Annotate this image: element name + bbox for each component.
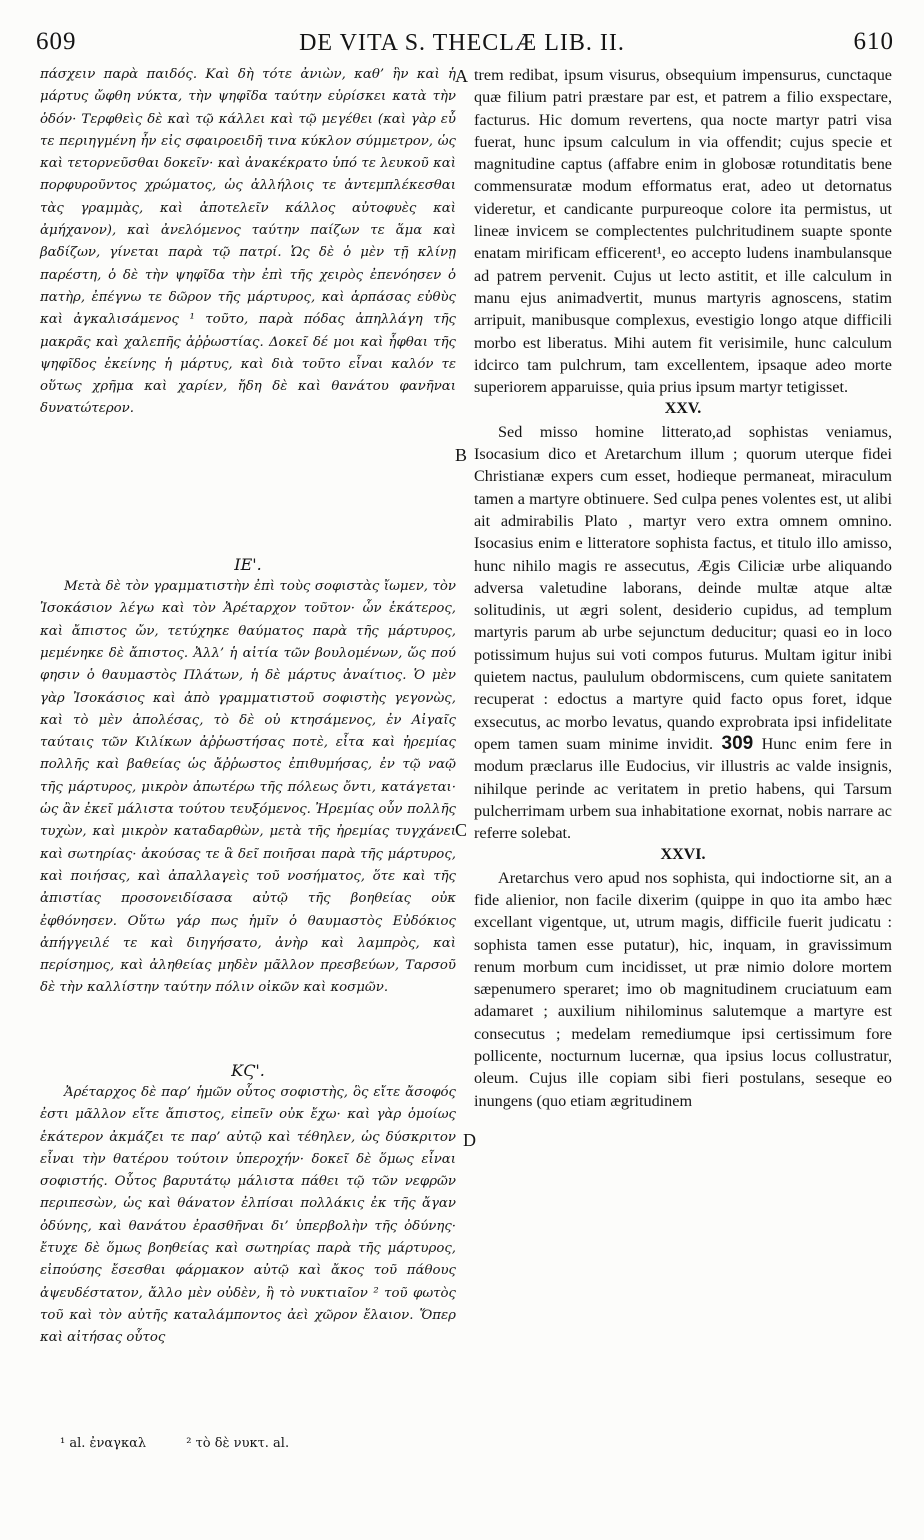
latin-paragraph-3: Aretarchus vero apud nos sophista, qui indoctiorne sit, an a fide alienior, non facile dixerim (quippe in quo ita ambo hæc excellant vigentque, ut, utrum magis, difficile fuerit judicatu : sophista tamen esse putatur), hic, inquam, in gravissimum renum morbum cum incidisset, ut præ nimio dolore mortem sæpenumero speraret; imo ob magnitudinem cruciatuum eam adamaret ; auxilium nihilominus salutemque a martyre est consecutus ; medelam remediumque ipsi certissimum fore pollicente, nocturnum lucernæ, qua ipsius locus collustratur, oleum. Cujus ille copiam sibi fieri postulans, seseque eo inungens (quo etiam ægritudinem: [474, 868, 892, 1110]
greek-section-heading-15: ΙΕ'.: [234, 554, 262, 574]
latin-column: [474, 64, 892, 1112]
footnote-2: ² τὸ δὲ νυκτ. al.: [186, 1436, 290, 1451]
page-number-right: 610: [853, 28, 894, 55]
greek-column: [40, 64, 456, 1350]
margin-letter-c: C: [455, 820, 468, 840]
latin-paragraph-2: [474, 421, 892, 845]
latin-paragraph-2-text: Sed misso homine litterato,ad sophistas veniamus, Isocasium dico et Aretarchum illum ; quorum uterque fidei Christianæ expers cum esset, hodieque permaneat, miraculum tamen a martyre obtinuere. Sed culpa penes volentes est, ut alibi ait admirabilis Plato , martyr vero extra omnem omnino. Isocasius enim e litteratore sophista factus, et titulo illo amisso, hunc nihilo magis re assecutus, Ægis Ciliciæ urbe aliquando adversa valetudine laborans, deinde multæ atque altæ solitudinis, ut ægri solent, desiderio cupidus, ad templum martyris parum ab urbe sejunctum deducitur; quasi eo in loco potissimum hujus sui voti compos futurus. Multam igitur inibi quietem nactus, paululum obdormiscens, cum quiete sanitatem recuperat : edoctus a martyre quid facto opus foret, idque exsecutus, ac morbo levatus, quando exprobrata ipsi infidelitate opem tamen suam minime invidit.: [474, 422, 892, 753]
footnotes: [60, 1436, 325, 1451]
running-header: [0, 28, 924, 68]
margin-letter-a: A: [455, 66, 468, 86]
greek-paragraph-1: πάσχειν παρὰ παιδός. Καὶ δὴ τότε ἀνιὼν, καθ’ ἣν καὶ ἡ μάρτυς ὤφθη νύκτα, τὴν ψηφῖδα ταύτην εὑρίσκει κατὰ τὴν ὁδόν· Τερφθεὶς δὲ καὶ τῷ κάλλει καὶ τῷ μεγέθει (καὶ γὰρ εὖ τε περιηγμένη ἦν εἰς σφαιροειδῆ τινα κύκλον σύμμετρον, ὡς καὶ τετορνεῦσθαι δοκεῖν· καὶ ἀνακέκρατο ὑπό τε λευκοῦ καὶ πορφυροῦντος χρώματος, ὡς ἀλλήλοις τε ἀντεμπλέκεσθαι τὰς γραμμὰς, καὶ ἀποτελεῖν κάλλος αὐτοφυὲς καὶ ἀμήχανον), καὶ ἀνελόμενος ταύτην παίζων τε ἅμα καὶ βαδίζων, γίνεται παρὰ τῷ πατρί. Ὡς δὲ ὁ μὲν τῇ κλίνῃ παρέστη, ὁ δὲ τὴν ψηφῖδα τὴν ἐπὶ τῆς χειρὸς ἐπενόησεν ὁ πατὴρ, ἐπέγνω τε δῶρον τῆς μάρτυρος, καὶ ἁρπάσας εὐθὺς καὶ ἀγκαλισάμενος ¹ τοῦτο, παρὰ πόδας ἀπηλλάγη τῆς μακρᾶς καὶ χαλεπῆς ἀῤῥωστίας. Δοκεῖ δέ μοι καὶ ἧφθαι τῆς ψηφῖδος ἐκείνης ἡ μάρτυς, καὶ διὰ τοῦτο εἶναι καλόν τε οὕτως χρῆμα καὶ χαρίεν, ἤδη δὲ καὶ θανάτου φανῆναι δυνατώτερον.: [40, 67, 456, 417]
greek-section-heading-26: ΚϚ'.: [231, 1060, 265, 1080]
spacer: [40, 1000, 456, 1060]
greek-paragraph-3: Ἀρέταρχος δὲ παρ’ ἡμῶν οὗτος σοφιστὴς, ὃς εἴτε ἄσοφός ἐστι μᾶλλον εἴτε ἄπιστος, εἰπεῖν οὐκ ἔχω· καὶ γὰρ ὁμοίως ἑκάτερον ἀκμάζει τε παρ’ αὐτῷ καὶ τέθηλεν, ὡς δύσκριτον εἶναι τὴν θατέρου τούτοιν ὑπεροχήν· δοκεῖ δὲ ὅμως εἶναι σοφιστής. Οὗτος βαρυτάτῳ μάλιστα πάθει τῷ τῶν νεφρῶν περιπεσὼν, ὡς καὶ θάνατον ἐλπίσαι πολλάκις ἐκ τῆς ἄγαν ὀδύνης, καὶ θανάτου ἐρασθῆναι δι’ ὑπερβολὴν τῆς ὀδύνης· ἔτυχε δὲ ὅμως βοηθείας καὶ σωτηρίας παρὰ τῆς μάρτυρος, εἰπούσης ἔσεσθαι φάρμακον αὐτῷ καὶ ἄκος τοῦ πάθους ἀψευδέστατον, ἄλλο μὲν οὐδὲν, ἢ τὸ νυκτιαῖον ² τοῦ φωτὸς τοῦ καὶ τὸν αὐτῆς καταλάμποντος ἀεὶ χῶρον ἔλαιον. Ὅπερ καὶ αἰτήσας οὗτος: [40, 1084, 456, 1346]
page-number-left: 609: [36, 28, 77, 55]
greek-paragraph-2: Μετὰ δὲ τὸν γραμματιστὴν ἐπὶ τοὺς σοφιστὰς ἴωμεν, τὸν Ἰσοκάσιον λέγω καὶ τὸν Ἀρέταρχον τοῦτον· ὧν ἑκάτερος, καὶ ἄπιστος ὤν, τετύχηκε θαύματος παρὰ τῆς μάρτυρος, μεμένηκε δὲ ἄπιστος. Ἀλλ’ ἡ αἰτία τῶν βουλομένων, ὥς πού φησιν ὁ θαυμαστὸς Πλάτων, ἡ δὲ μάρτυς ἀναίτιος. Ὁ μὲν γὰρ Ἰσοκάσιος καὶ ἀπὸ γραμματιστοῦ σοφιστὴς γεγονὼς, καὶ τὸ μὲν ἀπολέσας, τὸ δὲ οὐ κτησάμενος, ἐν Αἰγαῖς ταύταις τῶν Κιλίκων ἀῤῥωστήσας ποτὲ, εἶτα καὶ ἠρεμίας πολλῆς καὶ βαθείας ὡς ἄῤῥωστος ἐπιθυμήσας, ἐν τῷ ναῷ τῆς μάρτυρος, μικρὸν ἀπωτέρω τῆς πόλεως ὄντι, κατάγεται· ὡς ἂν ἐκεῖ μάλιστα τούτου τευξόμενος. Ἠρεμίας οὖν πολλῆς τυχὼν, καὶ μικρὸν καταδαρθὼν, μετὰ τῆς ἠρεμίας τυγχάνει καὶ σωτηρίας· ἀκούσας τε ἃ δεῖ ποιῆσαι παρὰ τῆς μάρτυρος, καὶ ποιήσας, καὶ ἀπαλλαγεὶς τοῦ νοσήματος, ὅτε καὶ τῆς ἀπιστίας προσονειδίσασα αὐτῷ τῆς βοηθείας οὐκ ἐφθόνησεν. Οὕτω γάρ πως ἡμῖν ὁ θαυμαστὸς Εὐδόκιος ἀπήγγειλέ τε καὶ διηγήσατο, ἀνὴρ καὶ λαμπρὸς, καὶ περίσημος, καὶ ἀληθείας μηδὲν μᾶλλον πρεσβεύων, Ταρσοῦ δὲ τὴν καλλίστην ταύτην πόλιν οἰκῶν καὶ κοσμῶν.: [40, 579, 456, 996]
margin-letter-b: B: [455, 445, 468, 465]
latin-paragraph-2-continued: Hunc enim fere in modum præclarus ille Eudocius, vir illustris ac valde insignis, nihilque perinde ac veritatem in pretio habens, qui Tarsum pulcherrimam urbem sua inhabitatione exornat, nobis narrare ac referre solebat.: [474, 734, 892, 843]
margin-letter-d: D: [463, 1130, 476, 1150]
latin-section-heading-26: XXVI.: [660, 846, 706, 864]
source-page-number: 309: [721, 732, 754, 754]
footnote-1: ¹ al. ἐναγκαλ: [60, 1436, 147, 1451]
spacer: [40, 421, 456, 554]
latin-section-heading-25: XXV.: [664, 400, 702, 418]
latin-paragraph-1: trem redibat, ipsum visurus, obsequium impensurus, cunctaque quæ filium patri præstare par est, et patrem a filio exspectare, facturus. Hic domum revertens, qua nocte martyr patri visa fuerat, hunc ipsum calculum in via offendit; cujus specie et magnitudine captus (affabre enim in globosæ rotunditatis bene commensuratæ modum efformatus erat, adeo ut detornatus videretur, et candicante purpureoque colore ita permistus, ut lineæ invicem se complectentes pulchritudinem suapte sponte enatam mirificam efficerent¹, eo accepto ludens inambulansque ad patrem pervenit. Cujus ut lecto astitit, et ille calculum in manu ejus animadvertit, munus martyris agnoscens, statim arripuit, manibusque complexus, evestigio longo atque difficili morbo est liberatus. Mihi autem fit verisimile, hunc calculum idcirco tam pulchrum, tam excellentem, ipsaque adeo morte superiorem apparuisse, quia prius ipsum martyr tetigisset.: [474, 66, 892, 397]
running-title: DE VITA S. THECLÆ LIB. II.: [299, 30, 625, 56]
